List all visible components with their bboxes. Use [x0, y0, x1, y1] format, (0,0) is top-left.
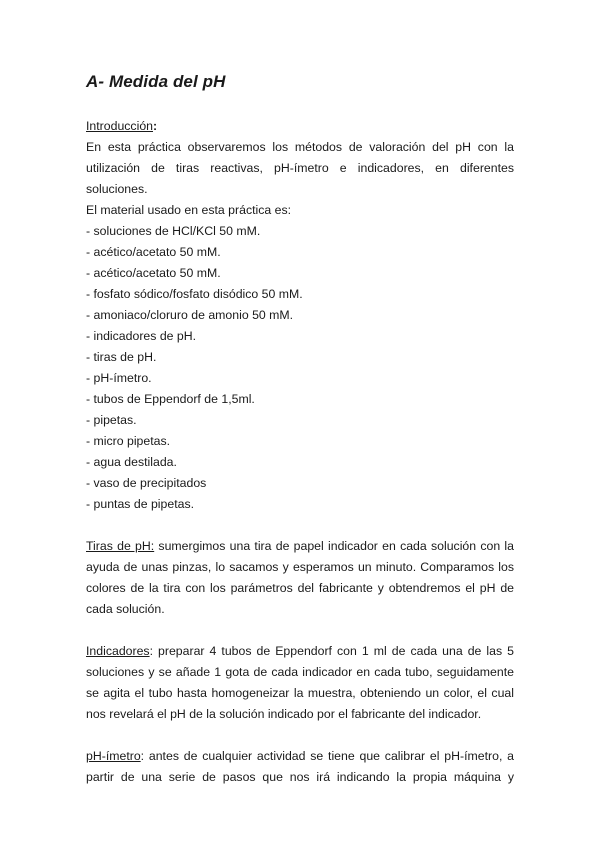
document-body [86, 116, 514, 788]
list-item: - vaso de precipitados [86, 476, 207, 490]
materials-list [86, 221, 514, 515]
list-item: - pH-ímetro. [86, 371, 152, 385]
intro-heading-line [86, 116, 514, 137]
page-title: A- Medida del pH [86, 72, 226, 91]
tiras-text: sumergimos una tira de papel indicador en cada solución con la ayuda de unas pinzas, lo sacamos y esperamos un minuto. Comparamos los colores de la tira con los parámetros del fabricante y obtendremos el pH de cada solución. [86, 539, 514, 616]
list-item: - acético/acetato 50 mM. [86, 266, 221, 280]
tiras-heading: Tiras de pH: [86, 539, 155, 553]
section-spacer [86, 515, 514, 536]
phimetro-text: : antes de cualquier actividad se tiene que calibrar el pH-ímetro, a partir de una serie de pasos que nos irá indicando la propia máquina y [86, 749, 514, 784]
list-item: - soluciones de HCl/KCl 50 mM. [86, 224, 261, 238]
list-item: - pipetas. [86, 413, 137, 427]
tiras-paragraph [86, 536, 514, 620]
list-item: - indicadores de pH. [86, 329, 197, 343]
list-item: - amoniaco/cloruro de amonio 50 mM. [86, 308, 294, 322]
section-spacer [86, 620, 514, 641]
section-spacer [86, 725, 514, 746]
list-item: - acético/acetato 50 mM. [86, 245, 221, 259]
indicadores-paragraph [86, 641, 514, 725]
list-item: - tiras de pH. [86, 350, 157, 364]
materials-intro: El material usado en esta práctica es: [86, 203, 292, 217]
list-item: - fosfato sódico/fosfato disódico 50 mM. [86, 287, 303, 301]
intro-heading: Introducción [86, 119, 153, 133]
indicadores-text: : preparar 4 tubos de Eppendorf con 1 ml de cada una de las 5 soluciones y se añade 1 gota de cada indicador en cada tubo, seguidamente se agita el tubo hasta homogeneizar la muestra, obteniendo un color, el cual nos revelará el pH de la solución indicado por el fabricante del indicador. [86, 644, 514, 721]
phimetro-paragraph [86, 746, 514, 788]
indicadores-heading: Indicadores [86, 644, 150, 658]
intro-heading-colon: : [153, 119, 158, 133]
list-item: - puntas de pipetas. [86, 497, 195, 511]
phimetro-heading: pH-ímetro [86, 749, 141, 763]
list-item: - tubos de Eppendorf de 1,5ml. [86, 392, 255, 406]
list-item: - agua destilada. [86, 455, 177, 469]
list-item: - micro pipetas. [86, 434, 171, 448]
intro-paragraph: En esta práctica observaremos los métodos de valoración del pH con la utilización de tiras reactivas, pH-ímetro e indicadores, en diferentes soluciones. [86, 140, 514, 196]
